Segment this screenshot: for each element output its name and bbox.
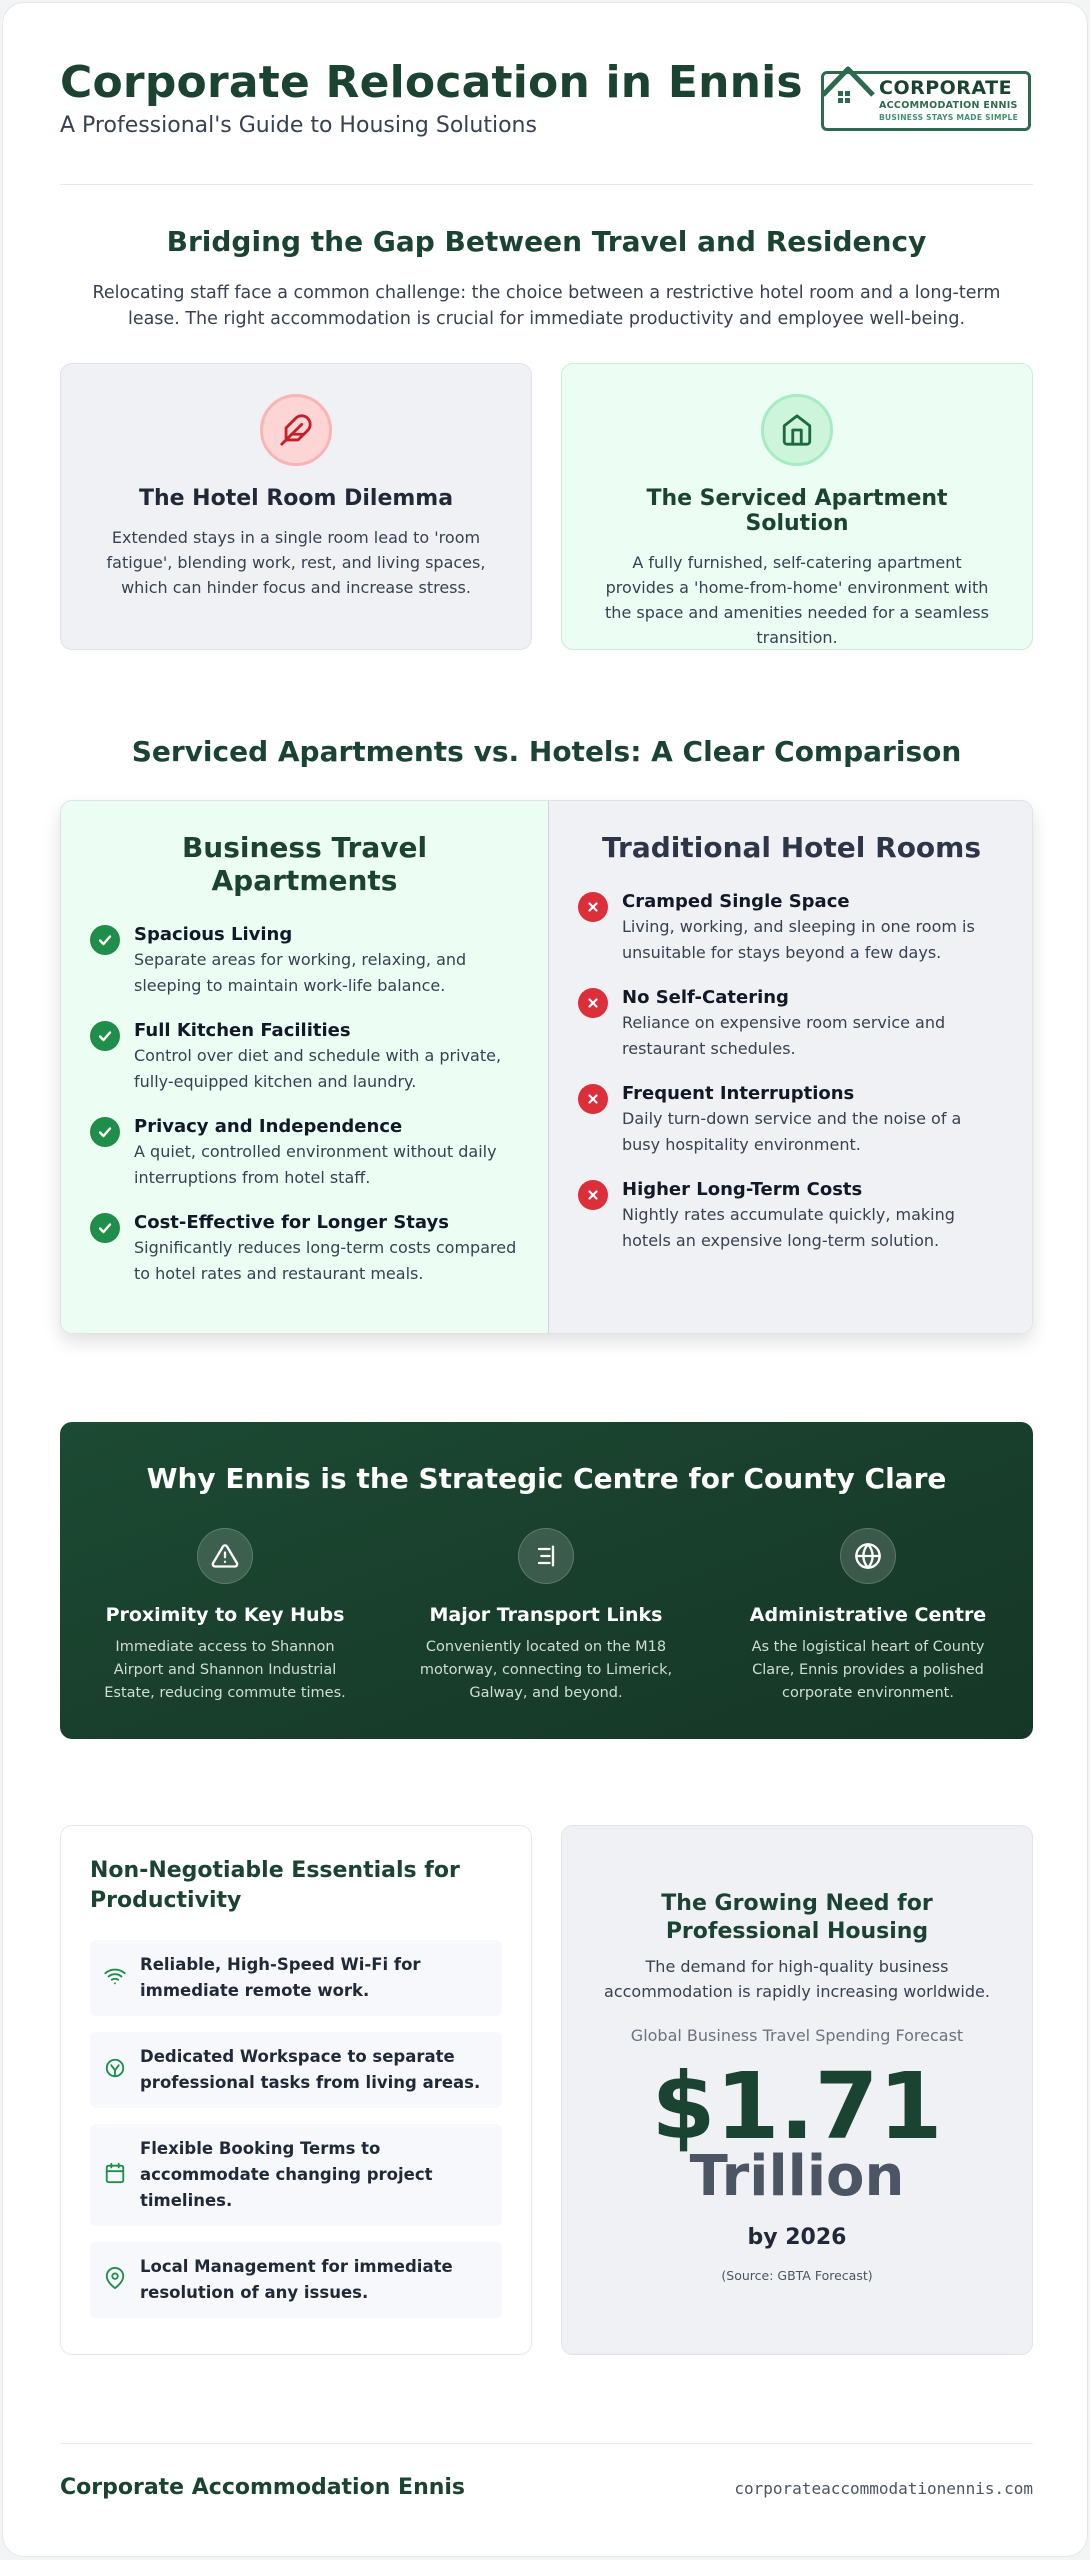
list-item bbox=[90, 2242, 502, 2318]
feature-title: Proximity to Key Hubs bbox=[105, 1604, 345, 1626]
check-icon bbox=[90, 1021, 120, 1051]
footer-divider bbox=[60, 2443, 1033, 2444]
benefit-title: Privacy and Independence bbox=[134, 1116, 403, 1137]
feature-text: As the logistical heart of County Clare, Ennis provides a polished corporate environment. bbox=[751, 1639, 985, 1701]
header-divider bbox=[60, 184, 1033, 185]
essentials-card bbox=[60, 1825, 532, 2355]
growth-stat-unit: Trillion bbox=[689, 2144, 905, 2209]
list-item bbox=[578, 1178, 1004, 1253]
check-icon bbox=[90, 925, 120, 955]
apartments-column-title: Business Travel Apartments bbox=[181, 831, 428, 897]
list-item bbox=[90, 1115, 518, 1190]
feature-text: Immediate access to Shannon Airport and Shannon Industrial Estate, reducing commute times. bbox=[104, 1639, 346, 1701]
apartment-solution-title: The Serviced Apartment Solution bbox=[646, 486, 948, 536]
logo-house-icon bbox=[819, 57, 877, 129]
list-item bbox=[90, 1940, 502, 2016]
wifi-icon bbox=[104, 1965, 126, 1991]
list-item bbox=[578, 890, 1004, 965]
list-item bbox=[90, 2032, 502, 2108]
logo-tagline: BUSINESS STAYS MADE SIMPLE bbox=[879, 113, 1019, 122]
benefit-title: Full Kitchen Facilities bbox=[134, 1020, 351, 1041]
list-item bbox=[90, 923, 518, 998]
cross-icon bbox=[578, 1180, 608, 1210]
comparison-heading: Serviced Apartments vs. Hotels: A Clear Comparison bbox=[131, 735, 962, 768]
benefit-text: Significantly reduces long-term costs compared to hotel rates and restaurant meals. bbox=[134, 1238, 517, 1283]
home-icon bbox=[761, 394, 833, 466]
hotels-column bbox=[549, 801, 1033, 1333]
benefit-title: Spacious Living bbox=[134, 924, 293, 945]
footer bbox=[60, 2467, 1033, 2507]
feature-title: Major Transport Links bbox=[429, 1604, 663, 1626]
hotel-dilemma-title: The Hotel Room Dilemma bbox=[138, 486, 454, 511]
growth-heading: The Growing Need for Professional Housing bbox=[661, 1891, 933, 1944]
check-icon bbox=[90, 1213, 120, 1243]
benefit-text: Separate areas for working, relaxing, and sleeping to maintain work-life balance. bbox=[134, 950, 467, 995]
check-icon bbox=[90, 1117, 120, 1147]
workspace-icon bbox=[104, 2057, 126, 2083]
cross-icon bbox=[578, 1084, 608, 1114]
feature-transport bbox=[401, 1528, 691, 1705]
growth-stat-label: Global Business Travel Spending Forecast bbox=[630, 2026, 964, 2045]
footer-brand: Corporate Accommodation Ennis bbox=[60, 2475, 466, 2500]
intro-heading: Bridging the Gap Between Travel and Residency bbox=[166, 225, 927, 258]
drawback-text: Reliance on expensive room service and restaurant schedules. bbox=[622, 1013, 946, 1058]
strategic-centre-banner bbox=[60, 1422, 1033, 1739]
intro-cards bbox=[60, 363, 1033, 650]
cross-icon bbox=[578, 988, 608, 1018]
essentials-heading: Non-Negotiable Essentials for Productivity bbox=[90, 1858, 460, 1913]
drawback-text: Living, working, and sleeping in one room is unsuitable for stays beyond a few days. bbox=[622, 917, 975, 962]
logo-text-secondary: ACCOMMODATION ENNIS bbox=[879, 100, 1018, 111]
growth-text: The demand for high-quality business accommodation is rapidly increasing worldwide. bbox=[604, 1957, 990, 2001]
benefit-text: A quiet, controlled environment without daily interruptions from hotel staff. bbox=[134, 1142, 497, 1187]
hotels-column-title: Traditional Hotel Rooms bbox=[601, 831, 982, 864]
warning-triangle-icon bbox=[197, 1528, 253, 1584]
page-title: Corporate Relocation in Ennis bbox=[60, 57, 803, 108]
strategic-heading: Why Ennis is the Strategic Centre for County Clare bbox=[146, 1462, 947, 1495]
list-item bbox=[90, 2124, 502, 2226]
drawback-title: Cramped Single Space bbox=[622, 891, 850, 912]
feature-proximity bbox=[80, 1528, 370, 1705]
benefit-title: Cost-Effective for Longer Stays bbox=[134, 1212, 449, 1233]
apartments-column bbox=[61, 801, 549, 1333]
essential-text: Dedicated Workspace to separate professional tasks from living areas. bbox=[140, 2047, 481, 2092]
infographic-page bbox=[2, 2, 1088, 2557]
feature-text: Conveniently located on the M18 motorway, connecting to Limerick, Galway, and beyond. bbox=[419, 1639, 673, 1701]
intro-section bbox=[60, 225, 1033, 332]
list-item bbox=[90, 1019, 518, 1094]
growth-stat-card bbox=[561, 1825, 1033, 2355]
list-item bbox=[578, 986, 1004, 1061]
drawback-text: Nightly rates accumulate quickly, making hotels an expensive long-term solution. bbox=[622, 1205, 955, 1250]
feature-administrative bbox=[723, 1528, 1013, 1705]
route-lines-icon bbox=[518, 1528, 574, 1584]
footer-website-link[interactable]: corporateaccommodationennis.com bbox=[734, 2479, 1033, 2498]
essential-text: Local Management for immediate resolution of any issues. bbox=[140, 2257, 453, 2302]
apartment-solution-text: A fully furnished, self-catering apartment provides a 'home-from-home' environment with the space and amenities needed for a seamless transition. bbox=[605, 553, 989, 647]
bottom-section bbox=[60, 1825, 1033, 2355]
growth-stat-source: (Source: GBTA Forecast) bbox=[721, 2268, 873, 2283]
growth-stat-year: by 2026 bbox=[747, 2225, 847, 2250]
apartment-solution-card bbox=[561, 363, 1033, 650]
feather-icon bbox=[260, 394, 332, 466]
drawback-text: Daily turn-down service and the noise of a busy hospitality environment. bbox=[622, 1109, 962, 1154]
location-pin-icon bbox=[104, 2267, 126, 2293]
globe-icon bbox=[840, 1528, 896, 1584]
list-item bbox=[578, 1082, 1004, 1157]
essential-text: Reliable, High-Speed Wi-Fi for immediate remote work. bbox=[140, 1955, 421, 2000]
calendar-icon bbox=[104, 2162, 126, 2188]
cross-icon bbox=[578, 892, 608, 922]
drawback-title: Frequent Interruptions bbox=[622, 1083, 855, 1104]
intro-text: Relocating staff face a common challenge: the choice between a restrictive hotel room and a long-term lease. The right accommodation is crucial for immediate productivity and employee well-being. bbox=[92, 283, 1001, 329]
essential-text: Flexible Booking Terms to accommodate changing project timelines. bbox=[140, 2139, 433, 2210]
drawback-title: Higher Long-Term Costs bbox=[622, 1179, 863, 1200]
logo-text-primary: CORPORATE bbox=[879, 77, 1013, 99]
hotel-dilemma-text: Extended stays in a single room lead to 'room fatigue', blending work, rest, and living spaces, which can hinder focus and increase stress. bbox=[106, 528, 486, 597]
hotel-dilemma-card bbox=[60, 363, 532, 650]
feature-title: Administrative Centre bbox=[749, 1604, 987, 1626]
brand-logo bbox=[821, 67, 1031, 131]
drawback-title: No Self-Catering bbox=[622, 987, 789, 1008]
hotels-drawbacks-list bbox=[549, 890, 1033, 1253]
growth-stat-value: $1.71 bbox=[651, 2053, 943, 2160]
benefit-text: Control over diet and schedule with a private, fully-equipped kitchen and laundry. bbox=[134, 1046, 502, 1091]
list-item bbox=[90, 1211, 518, 1286]
apartments-benefits-list bbox=[61, 923, 548, 1286]
comparison-table bbox=[60, 800, 1033, 1334]
page-subtitle: A Professional's Guide to Housing Solutions bbox=[60, 113, 537, 138]
header bbox=[60, 55, 1033, 145]
